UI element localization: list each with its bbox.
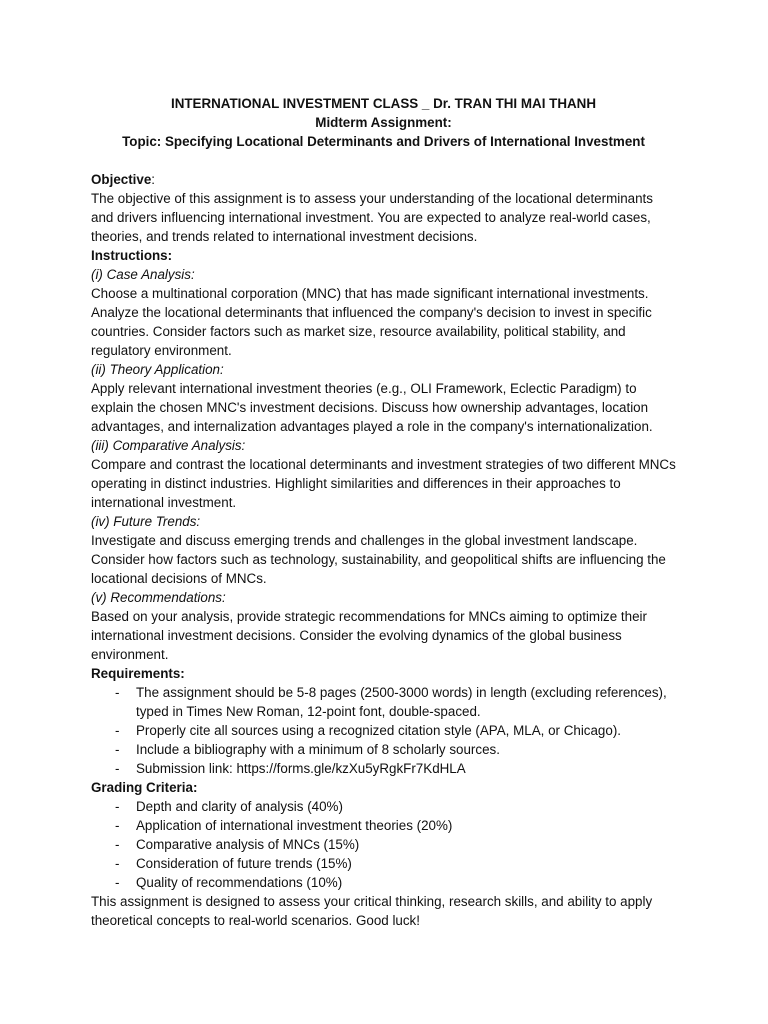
list-item — [91, 759, 676, 778]
instructions-label: Instructions: — [91, 248, 173, 263]
comparative-analysis-text: Compare and contrast the locational determinants and investment strategies of two different MNCs operating in distinct industries. Highlight similarities and differences in their approaches to international investment. — [91, 457, 676, 510]
requirements-section — [91, 664, 676, 778]
document-header — [91, 94, 676, 151]
theory-application-text: Apply relevant international investment theories (e.g., OLI Framework, Eclectic Paradigm) to explain the chosen MNC's investment decisions. Discuss how ownership advantages, location advantages, and internalization advantages played a role in the company's internationalization. — [91, 381, 653, 434]
requirement-bibliography: Include a bibliography with a minimum of 8 scholarly sources. — [136, 742, 500, 757]
list-item — [91, 873, 676, 892]
comparative-analysis-title: (iii) Comparative Analysis: — [91, 438, 246, 453]
objective-text: The objective of this assignment is to assess your understanding of the locational determinants and drivers influencing international investment. You are expected to analyze real-world cases, theories, and trends related to international investment decisions. — [91, 191, 653, 244]
grading-label: Grading Criteria: — [91, 780, 198, 795]
grading-item: Depth and clarity of analysis (40%) — [136, 799, 343, 814]
list-item — [91, 854, 676, 873]
future-trends-title: (iv) Future Trends: — [91, 514, 201, 529]
dash-bullet: - — [115, 818, 120, 833]
closing-text: This assignment is designed to assess your critical thinking, research skills, and ability to apply theoretical concepts to real-world scenarios. Good luck! — [91, 894, 653, 928]
dash-bullet: - — [115, 799, 120, 814]
grading-section — [91, 778, 676, 892]
dash-bullet: - — [115, 837, 120, 852]
grading-item: Application of international investment theories (20%) — [136, 818, 453, 833]
requirement-submission-link: Submission link: https://forms.gle/kzXu5yRgkFr7KdHLA — [136, 761, 466, 776]
list-item — [91, 740, 676, 759]
theory-application-title: (ii) Theory Application: — [91, 362, 224, 377]
class-title: INTERNATIONAL INVESTMENT CLASS _ Dr. TRAN THI MAI THANH — [170, 96, 597, 111]
grading-item: Quality of recommendations (10%) — [136, 875, 343, 890]
list-item — [91, 797, 676, 816]
list-item — [91, 721, 676, 740]
dash-bullet: - — [115, 742, 120, 757]
dash-bullet: - — [115, 875, 120, 890]
recommendations-title: (v) Recommendations: — [91, 590, 226, 605]
objective-colon: : — [151, 172, 156, 187]
future-trends-text: Investigate and discuss emerging trends and challenges in the global investment landscape. Consider how factors such as technology, sustainability, and geopolitical shifts are influencing the locational decisions of MNCs. — [91, 533, 666, 586]
objective-section — [91, 170, 676, 246]
list-item — [91, 683, 676, 721]
dash-bullet: - — [115, 761, 120, 776]
recommendations-text: Based on your analysis, provide strategic recommendations for MNCs aiming to optimize their international investment decisions. Consider the evolving dynamics of the global business environment. — [91, 609, 647, 662]
case-analysis-text: Choose a multinational corporation (MNC) that has made significant international investments. Analyze the locational determinants that influenced the company's decision to invest in specific countries. Consider factors such as market size, resource availability, political stability, and regulatory environment. — [91, 286, 652, 358]
grading-item: Comparative analysis of MNCs (15%) — [136, 837, 360, 852]
dash-bullet: - — [115, 723, 120, 738]
topic-title: Topic: Specifying Locational Determinants and Drivers of International Investment — [122, 134, 645, 149]
requirement-citation: Properly cite all sources using a recognized citation style (APA, MLA, or Chicago). — [136, 723, 622, 738]
requirements-list — [91, 683, 676, 778]
objective-label: Objective — [91, 172, 152, 187]
requirements-label: Requirements: — [91, 666, 185, 681]
requirement-length: The assignment should be 5-8 pages (2500-3000 words) in length (excluding references), typed in Times New Roman, 12-point font, double-spaced. — [136, 685, 667, 719]
list-item — [91, 835, 676, 854]
instructions-section — [91, 246, 676, 664]
case-analysis-title: (i) Case Analysis: — [91, 267, 195, 282]
grading-list — [91, 797, 676, 892]
dash-bullet: - — [115, 685, 120, 700]
dash-bullet: - — [115, 856, 120, 871]
list-item — [91, 816, 676, 835]
assignment-title: Midterm Assignment: — [315, 115, 452, 130]
grading-item: Consideration of future trends (15%) — [136, 856, 352, 871]
